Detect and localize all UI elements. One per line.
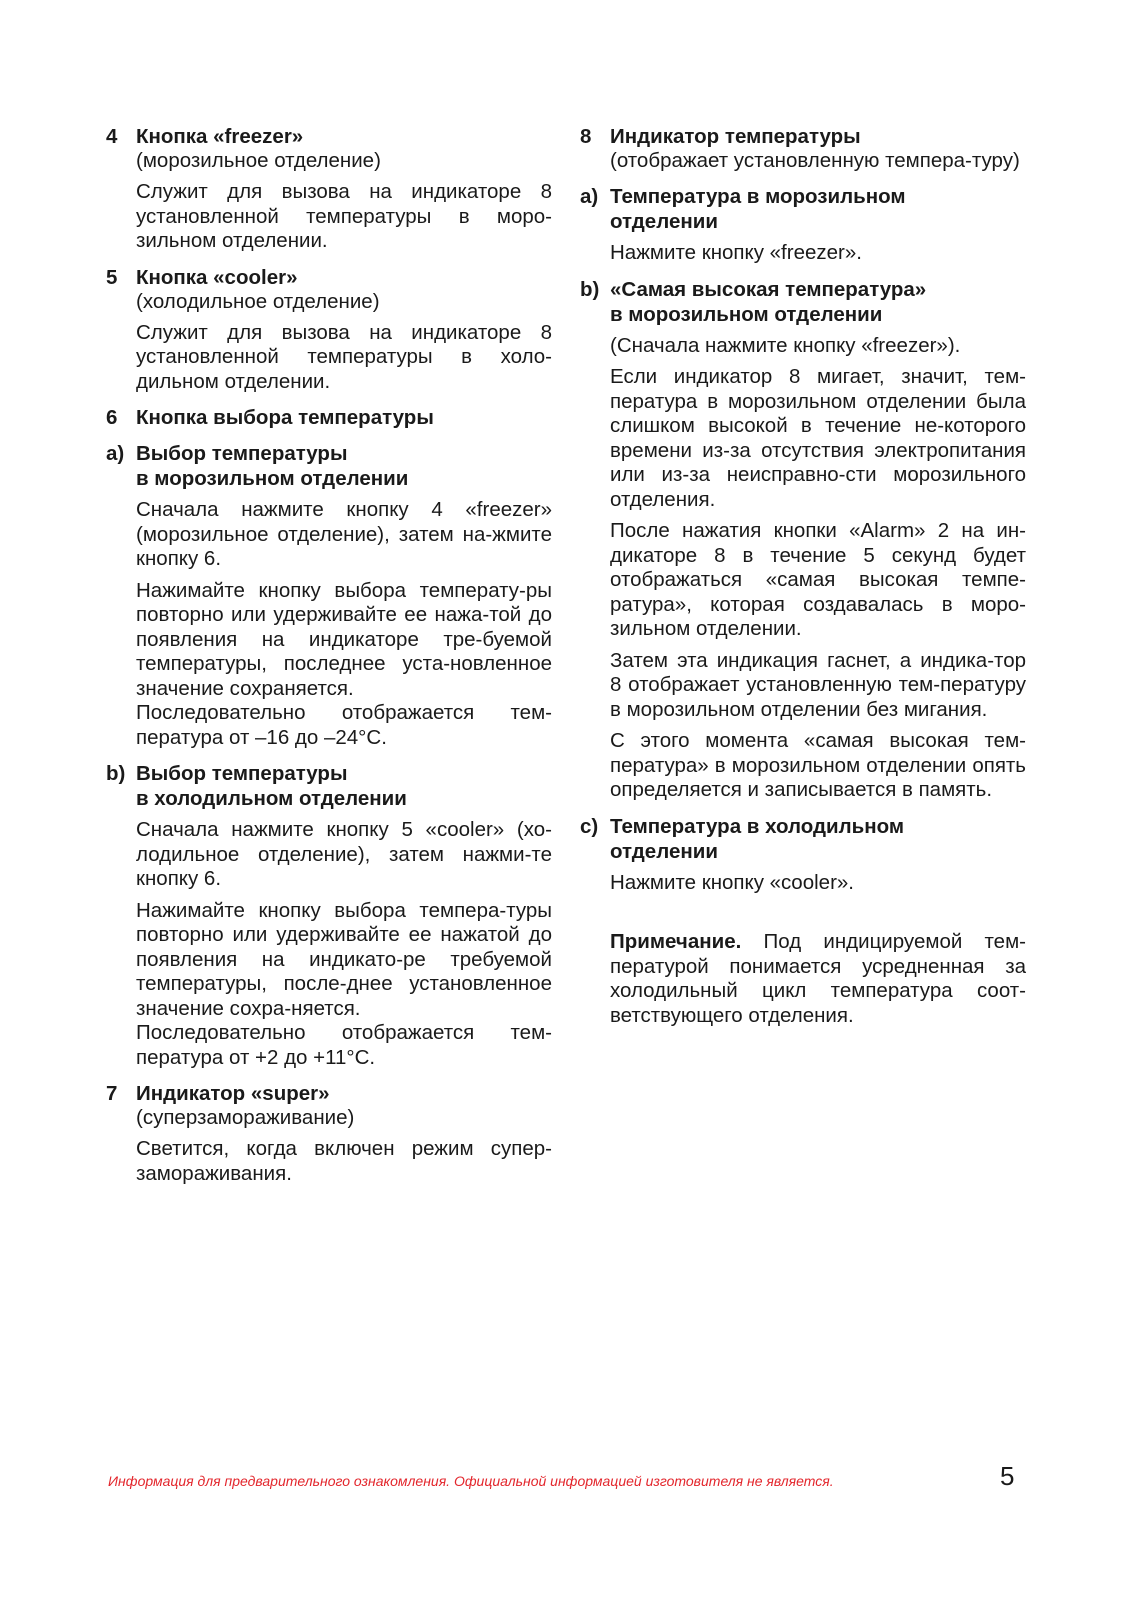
note-paragraph (610, 930, 1026, 1028)
section-number: 7 (106, 1082, 118, 1105)
section-6a (106, 441, 552, 750)
section-title: Кнопка «cooler» (136, 265, 298, 289)
footer-disclaimer: Информация для предварительного ознакомления. Официальной информацией изготовителя не является. (108, 1473, 834, 1489)
section-4-heading (106, 124, 552, 149)
section-8b (580, 277, 1026, 803)
note-label: Примечание. (610, 930, 742, 953)
section-title-line-2: в морозильном отделении (136, 467, 409, 490)
section-title-line-1: «Самая высокая температура» (610, 277, 927, 301)
paragraph: Светится, когда включен режим супер-замораживания. (136, 1137, 552, 1185)
page-number: 5 (1000, 1461, 1015, 1491)
section-6-heading (106, 405, 552, 430)
paragraph: (Сначала нажмите кнопку «freezer»). (610, 333, 961, 357)
section-6b (106, 761, 552, 1070)
section-title: Кнопка «freezer» (136, 125, 304, 148)
section-7-heading (106, 1081, 552, 1106)
section-title: Индикатор температуры (610, 125, 861, 148)
paragraph: Последовательно отображается тем-пература от –16 до –24°С. (136, 701, 552, 749)
section-6 (106, 405, 552, 430)
section-8b-heading (580, 277, 1026, 327)
section-8c-heading (580, 814, 1026, 864)
right-column (580, 124, 1026, 1028)
section-title-line-2: в морозильном отделении (610, 302, 883, 326)
paragraph: Затем эта индикация гаснет, а индика-тор 8 отображает установленную тем-пературу в морозильном отделении без мигания. (610, 648, 1026, 721)
paragraph: Если индикатор 8 мигает, значит, тем-пература в морозильном отделении была слишком высокой в течение не-которого времени из-за отсутствия электропитания или из-за неисправно-сти морозильного отделения. (610, 365, 1026, 511)
section-subtitle: (морозильное отделение) (136, 149, 381, 172)
paragraph: Нажмите кнопку «freezer». (610, 241, 862, 264)
section-6b-heading (106, 761, 552, 811)
section-5 (106, 265, 552, 395)
section-number: 5 (106, 265, 118, 289)
section-number: 4 (106, 125, 118, 148)
paragraph: Нажмите кнопку «cooler». (610, 870, 854, 894)
section-8a-heading (580, 184, 1026, 234)
section-8c (580, 814, 1026, 896)
paragraph: Последовательно отображается тем-пература от +2 до +11°С. (136, 1021, 552, 1069)
section-6a-heading (106, 441, 552, 491)
left-column (106, 124, 552, 1186)
paragraph: С этого момента «самая высокая тем-пература» в морозильном отделении опять определяется и записывается в память. (610, 729, 1026, 801)
section-title-line-2: отделении (610, 210, 718, 233)
paragraph: Сначала нажмите кнопку 4 «freezer» (морозильное отделение), затем на-жмите кнопку 6. (136, 498, 552, 570)
note (580, 930, 1026, 1028)
section-number: 6 (106, 406, 118, 429)
section-8-heading (580, 124, 1026, 149)
section-7 (106, 1081, 552, 1186)
section-title-line-2: в холодильном отделении (136, 787, 407, 810)
section-number: c) (580, 814, 599, 838)
paragraph: Служит для вызова на индикаторе 8 установленной температуры в моро-зильном отделении. (136, 180, 552, 252)
section-8 (580, 124, 1026, 173)
section-number: a) (580, 185, 599, 208)
section-number: a) (106, 442, 125, 465)
section-4 (106, 124, 552, 254)
section-subtitle: (холодильное отделение) (136, 289, 380, 313)
paragraph: Нажимайте кнопку выбора температу-ры повторно или удерживайте ее нажа-той до появления на индикаторе тре-буемой температуры, последнее уста-новленное значение сохраняется. (136, 578, 552, 700)
paragraph: Сначала нажмите кнопку 5 «cooler» (хо-лодильное отделение), затем нажми-те кнопку 6. (136, 818, 552, 890)
paragraph: После нажатия кнопки «Alarm» 2 на ин-дикаторе 8 в течение 5 секунд будет отображаться «самая высокая темпе-ратура», которая создавалась в моро-зильном отделении. (610, 519, 1026, 640)
section-subtitle: (суперзамораживание) (136, 1106, 355, 1129)
section-title-line-1: Температура в морозильном (610, 185, 906, 208)
section-number: 8 (580, 125, 592, 148)
paragraph: Служит для вызова на индикаторе 8 установленной температуры в холо-дильном отделении. (136, 320, 552, 393)
section-subtitle: (отображает установленную темпера-туру) (610, 149, 1020, 172)
section-title: Индикатор «super» (136, 1082, 330, 1105)
section-8a (580, 184, 1026, 266)
section-number: b) (580, 277, 600, 301)
section-5-heading (106, 265, 552, 290)
note-text: Под индицируемой тем-пературой понимается усредненная за холодильный цикл температура соот-ветствующего отделения. (610, 930, 1026, 1027)
section-title-line-1: Выбор температуры (136, 442, 348, 465)
section-title-line-1: Температура в холодильном (610, 814, 905, 838)
section-number: b) (106, 762, 126, 785)
section-title: Кнопка выбора температуры (136, 406, 434, 429)
section-title-line-1: Выбор температуры (136, 762, 348, 785)
section-title-line-2: отделении (610, 839, 718, 863)
paragraph: Нажимайте кнопку выбора темпера-туры повторно или удерживайте ее нажатой до появления на индикато-ре требуемой температуры, после-днее установленное значение сохра-няется. (136, 898, 552, 1020)
